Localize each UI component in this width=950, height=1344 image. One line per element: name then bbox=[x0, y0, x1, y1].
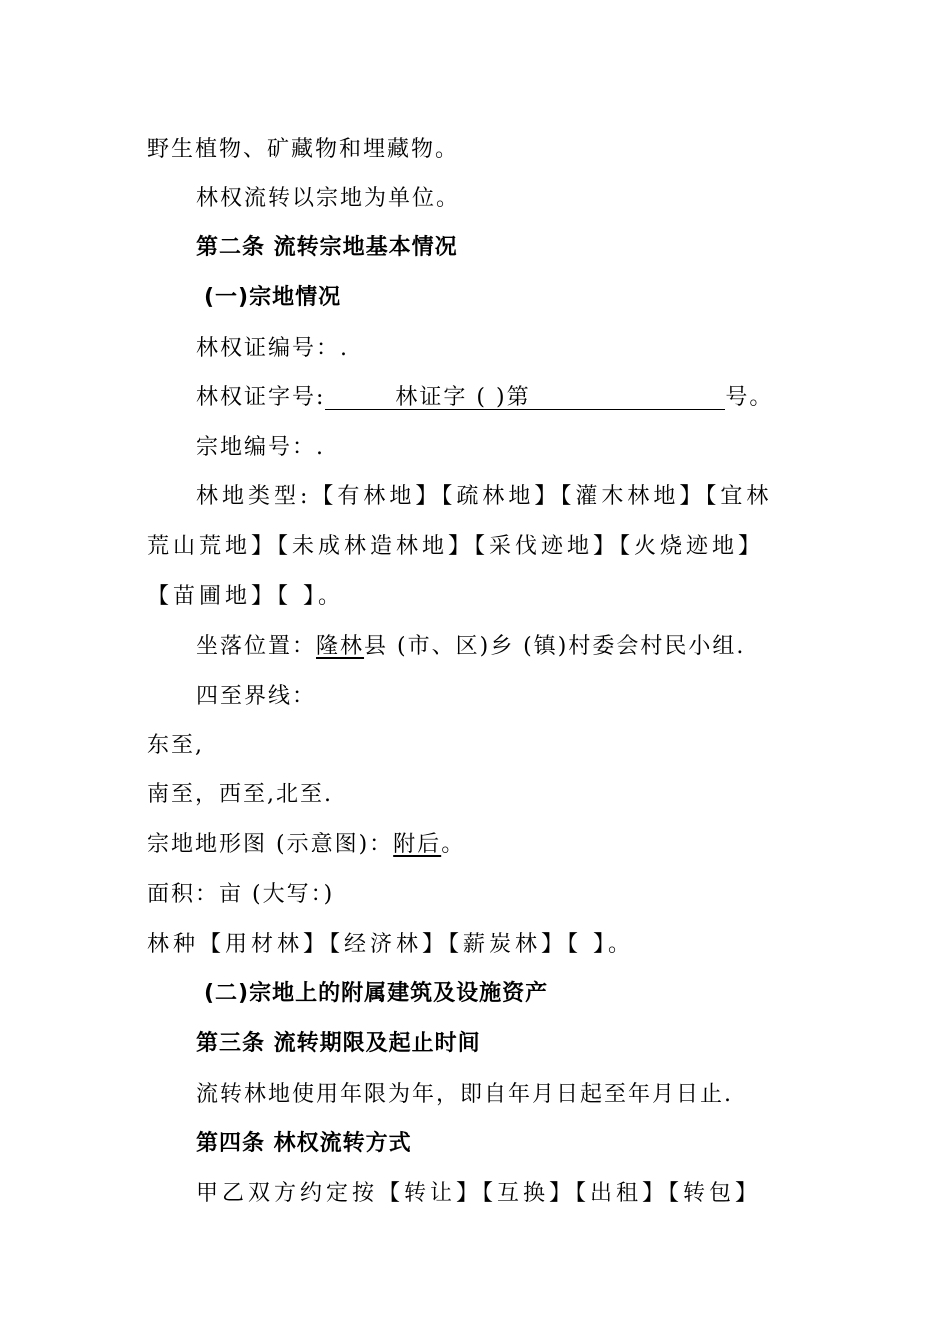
land-type-line-2: 荒山荒地】【未成林造林地】【采伐迹地】【火烧迹地】 bbox=[147, 534, 765, 559]
parcel-map-end: 。 bbox=[441, 832, 466, 857]
land-type-line-1: 林地类型:【有林地】【疏林地】【灌木林地】【宜林 bbox=[196, 484, 773, 509]
certificate-word-end: 号。 bbox=[725, 385, 774, 410]
land-type-line-3: 【苗圃地】【 】。 bbox=[147, 584, 344, 609]
parcel-map-value: 附后 bbox=[393, 832, 442, 857]
article-4-heading: 第四条 林权流转方式 bbox=[196, 1131, 412, 1156]
location-line bbox=[196, 632, 876, 662]
area-line: 面积：亩 (大写：) bbox=[147, 882, 335, 907]
transfer-mode-line: 甲乙双方约定按【转让】【互换】【出租】【转包】 bbox=[196, 1181, 762, 1206]
certificate-word-fill: 林证字 ( )第 bbox=[395, 385, 531, 410]
boundary-south-west-north: 南至，西至,北至. bbox=[147, 782, 333, 807]
location-label: 坐落位置： bbox=[196, 634, 317, 659]
parcel-number: 宗地编号：. bbox=[196, 435, 325, 460]
boundary-label: 四至界线： bbox=[196, 684, 317, 709]
certificate-number: 林权证编号：. bbox=[196, 336, 349, 361]
article-2-heading: 第二条 流转宗地基本情况 bbox=[196, 235, 458, 260]
text-line-wildlife: 野生植物、矿藏物和埋藏物。 bbox=[147, 137, 460, 162]
term-line: 流转林地使用年限为年，即自年月日起至年月日止. bbox=[196, 1082, 733, 1107]
text-line-parcel-unit: 林权流转以宗地为单位。 bbox=[196, 186, 461, 211]
forest-type-line: 林种【用材林】【经济林】【薪炭林】【 】。 bbox=[147, 932, 634, 957]
certificate-word-label: 林权证字号: bbox=[196, 385, 326, 410]
article-3-heading: 第三条 流转期限及起止时间 bbox=[196, 1031, 481, 1056]
boundary-east: 东至, bbox=[147, 733, 204, 758]
certificate-word-line bbox=[196, 383, 876, 413]
section-1-heading: (一)宗地情况 bbox=[204, 285, 342, 310]
section-2-heading: (二)宗地上的附属建筑及设施资产 bbox=[204, 981, 549, 1006]
location-rest: 县 (市、区)乡 (镇)村委会村民小组. bbox=[364, 634, 746, 659]
location-county: 隆林 bbox=[316, 634, 365, 659]
parcel-map-label: 宗地地形图 (示意图)： bbox=[147, 832, 394, 857]
parcel-map-line bbox=[147, 830, 827, 860]
certificate-word-blank bbox=[325, 385, 725, 410]
